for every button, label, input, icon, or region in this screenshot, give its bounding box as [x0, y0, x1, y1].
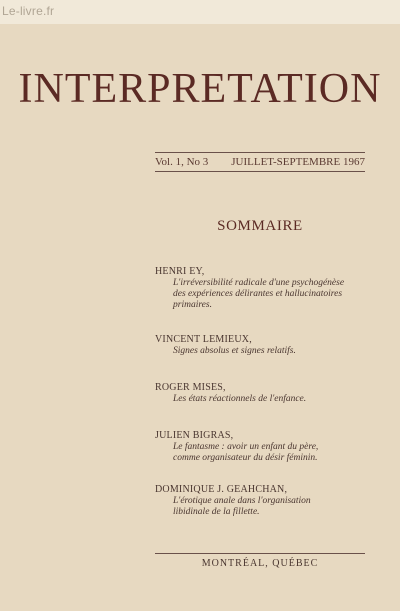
journal-cover — [0, 24, 400, 611]
contents-heading: SOMMAIRE — [217, 218, 303, 234]
entry-author: VINCENT LEMIEUX, — [155, 334, 252, 345]
entry-title-line: Le fantasme : avoir un enfant du père, — [173, 442, 319, 452]
contents-entry — [155, 334, 370, 357]
contents-entry — [155, 430, 370, 464]
entry-title-line: des expériences délirantes et hallucinatoires — [173, 289, 343, 299]
watermark: Le-livre.fr — [2, 4, 55, 18]
issue-line — [155, 156, 365, 168]
issue-rule-top — [155, 152, 365, 153]
contents-entry — [155, 382, 370, 405]
entry-title-line: comme organisateur du désir féminin. — [173, 453, 318, 463]
entry-author: ROGER MISES, — [155, 382, 226, 393]
journal-title: INTERPRETATION — [18, 66, 382, 112]
entry-title-line: Signes absolus et signes relatifs. — [173, 346, 296, 356]
entry-author: DOMINIQUE J. GEAHCHAN, — [155, 484, 288, 495]
entry-author: HENRI EY, — [155, 266, 205, 277]
contents-entry — [155, 484, 370, 518]
entry-author: JULIEN BIGRAS, — [155, 430, 234, 441]
entry-title-line: primaires. — [173, 300, 212, 310]
entry-title-line: libidinale de la fillette. — [173, 507, 260, 517]
issue-rule-bottom — [155, 171, 365, 172]
entry-title-line: L'irréversibilité radicale d'une psychogénèse — [173, 278, 345, 288]
entry-title-line: Les états réactionnels de l'enfance. — [173, 394, 307, 404]
issue-period: JUILLET-SEPTEMBRE 1967 — [231, 156, 365, 168]
publication-place: MONTRÉAL, QUÉBEC — [201, 558, 319, 569]
contents-entry — [155, 266, 370, 311]
volume-number: Vol. 1, No 3 — [155, 156, 209, 168]
place-rule — [155, 553, 365, 554]
header-strip — [0, 0, 400, 24]
entry-title-line: L'érotique anale dans l'organisation — [173, 496, 311, 506]
